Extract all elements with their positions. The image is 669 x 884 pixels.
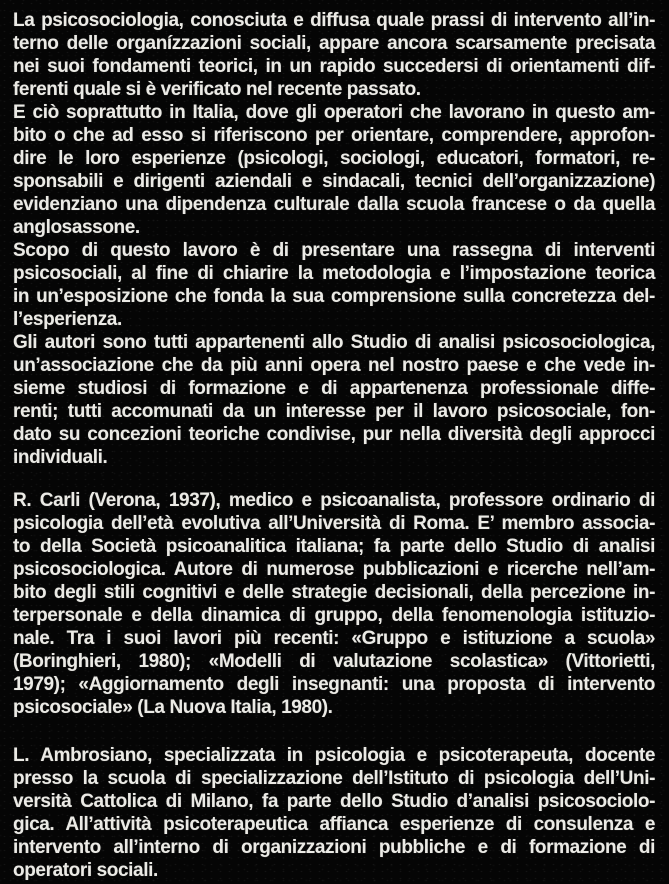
text-line: dato su concezioni teoriche condivise, pur nella diversità degli approcci xyxy=(13,424,655,445)
text-line: Scopo di questo lavoro è di presentare una rassegna di interventi xyxy=(13,240,655,261)
paragraph xyxy=(13,239,655,331)
text-line: intervento all’interno di organizzazioni pubbliche e di formazione di xyxy=(13,837,655,858)
text-line: in un’esposizione che fonda la sua comprensione sulla concretezza del- xyxy=(13,286,655,307)
text-line: anglosassone. xyxy=(13,217,140,238)
text-line: renti; tutti accomunati da un interesse per il lavoro psicosociale, fon- xyxy=(13,401,655,422)
paragraph xyxy=(13,9,655,101)
paragraph xyxy=(13,744,655,882)
text-line: 1979); «Aggiornamento degli insegnanti: una proposta di intervento xyxy=(13,674,655,695)
text-line: evidenziano una dipendenza culturale dalla scuola francese o da quella xyxy=(13,194,655,215)
text-line: psicosociali, al fine di chiarire la metodologia e l’impostazione teorica xyxy=(13,263,655,284)
text-line: dire le loro esperienze (psicologi, sociologi, educatori, formatori, re- xyxy=(13,148,655,169)
text-line: nale. Tra i suoi lavori più recenti: «Gruppo e istituzione a scuola» xyxy=(13,628,655,649)
text-line: R. Carli (Verona, 1937), medico e psicoanalista, professore ordinario di xyxy=(13,490,655,511)
text-line: to della Società psicoanalitica italiana; fa parte dello Studio di analisi xyxy=(13,536,655,557)
text-line: (Boringhieri, 1980); «Modelli di valutazione scolastica» (Vittorietti, xyxy=(13,651,655,672)
text-line: psicosociologica. Autore di numerose pubblicazioni e ricerche nell’am- xyxy=(13,559,655,580)
text-line: terpersonale e della dinamica di gruppo, della fenomenologia istituzio- xyxy=(13,605,655,626)
text-line: terno delle organízzazioni sociali, appare ancora scarsamente precisata xyxy=(13,33,655,54)
text-line: sieme studiosi di formazione e di appartenenza professionale diffe- xyxy=(13,378,655,399)
text-line: individuali. xyxy=(13,447,108,468)
text-line: La psicosociologia, conosciuta e diffusa quale prassi di intervento all’in- xyxy=(13,10,655,31)
text-line: psicosociale» (La Nuova Italia, 1980). xyxy=(13,697,333,718)
text-line: operatori sociali. xyxy=(13,860,158,881)
paragraph xyxy=(13,489,655,719)
text-line: un’associazione che da più anni opera nel nostro paese e che vede in- xyxy=(13,355,655,376)
text-line: E ciò soprattutto in Italia, dove gli operatori che lavorano in questo am- xyxy=(13,102,655,123)
text-line: presso la scuola di specializzazione dell’Istituto di psicologia dell’Uni- xyxy=(13,768,655,789)
text-line: bito degli stili cognitivi e delle strategie decisionali, della percezione in- xyxy=(13,582,655,603)
text-line: nei suoi fondamenti teorici, in un rapido succedersi di orientamenti dif- xyxy=(13,56,655,77)
text-line: l’esperienza. xyxy=(13,309,122,330)
text-line: versità Cattolica di Milano, fa parte dello Studio d’analisi psicosociolo- xyxy=(13,791,655,812)
text-line: L. Ambrosiano, specializzata in psicologia e psicoterapeuta, docente xyxy=(13,745,655,766)
text-line: Gli autori sono tutti appartenenti allo Studio di analisi psicosociologica, xyxy=(13,332,655,353)
paragraph xyxy=(13,331,655,469)
text-line: gica. All’attività psicoterapeutica affianca esperienze di consulenza e xyxy=(13,814,655,835)
author-bio-ambrosiano xyxy=(13,744,655,882)
text-line: psicologia dell’età evolutiva all’Università di Roma. E’ membro associa- xyxy=(13,513,655,534)
text-line: ferenti quale si è verificato nel recente passato. xyxy=(13,79,421,100)
synopsis xyxy=(13,9,655,469)
author-bio-carli xyxy=(13,489,655,719)
text-line: bito o che ad esso si riferiscono per orientare, comprendere, approfon- xyxy=(13,125,655,146)
text-line: sponsabili e dirigenti aziendali e sindacali, tecnici dell’organizzazione) xyxy=(13,171,655,192)
paragraph xyxy=(13,101,655,239)
